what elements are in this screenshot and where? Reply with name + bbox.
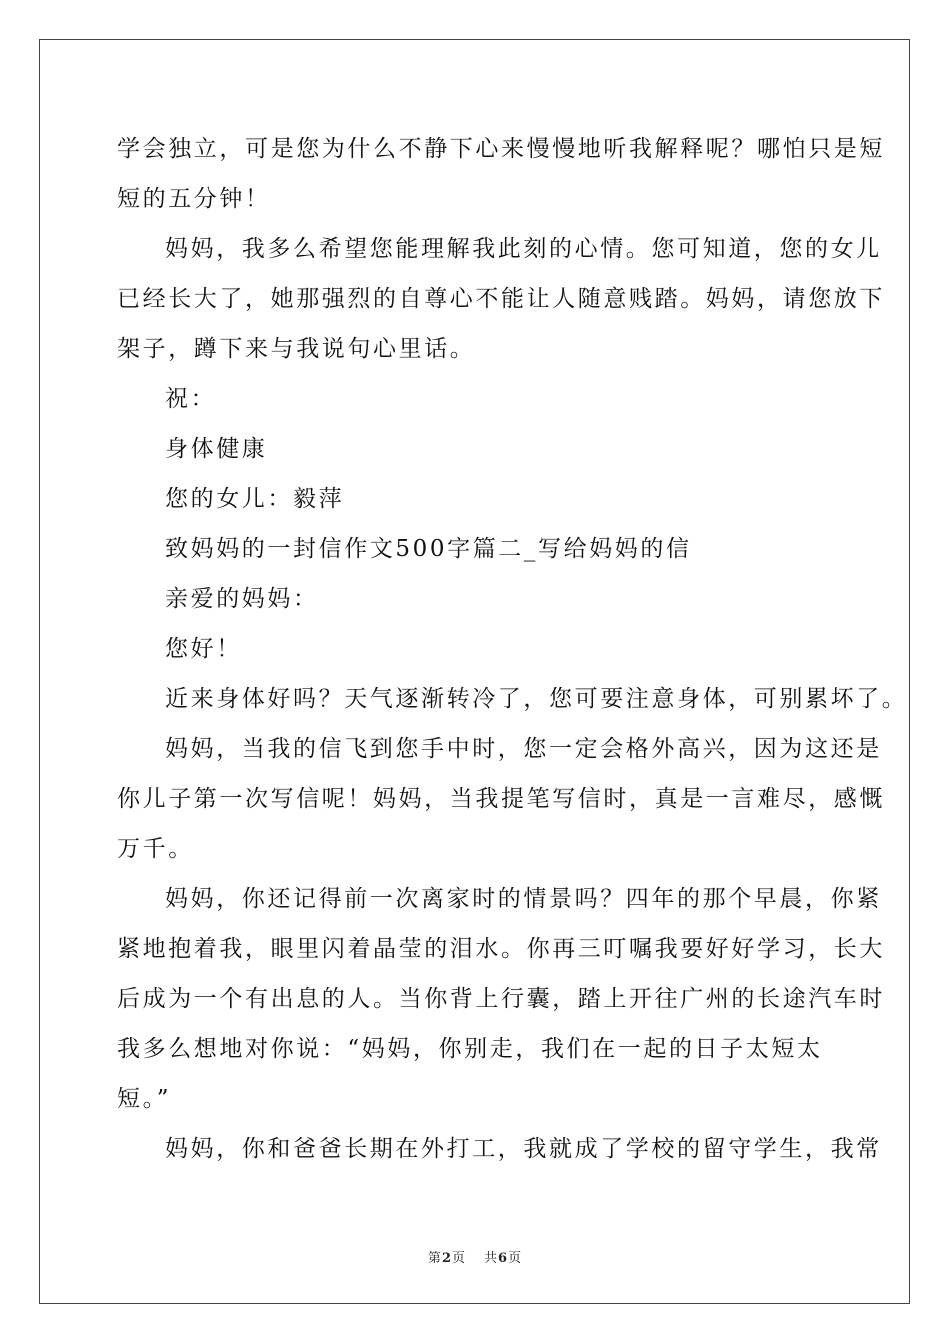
text-line: 短的五分钟！ [117,186,271,212]
text-line: 妈妈，当我的信飞到您手中时，您一定会格外高兴，因为这还是 [165,736,882,762]
greeting: 亲爱的妈妈： [165,586,319,612]
page-suffix: 页 [451,1251,466,1266]
page-prefix: 第 [427,1251,442,1266]
total-suffix: 页 [508,1251,523,1266]
greeting-hello: 您好！ [165,636,242,662]
page-number: 2 [441,1251,452,1266]
text-line: 已经长大了，她那强烈的自尊心不能让人随意贱踏。妈妈，请您放下 [117,286,885,312]
text-line: 妈妈，我多么希望您能理解我此刻的心情。您可知道，您的女儿 [165,236,882,262]
text-line: 近来身体好吗？天气逐渐转冷了，您可要注意身体，可别累坏了。 [165,686,908,712]
text-line: 紧地抱着我，眼里闪着晶莹的泪水。你再三叮嘱我要好好学习，长大 [117,936,885,962]
text-line: 学会独立，可是您为什么不静下心来慢慢地听我解释呢？哪怕只是短 [117,136,885,162]
signature: 您的女儿：毅萍 [165,486,345,512]
text-line: 后成为一个有出息的人。当你背上行囊，踏上开往广州的长途汽车时 [117,986,885,1012]
text-line: 架子，蹲下来与我说句心里话。 [117,336,476,362]
section-title: 致妈妈的一封信作文500字篇二_写给妈妈的信 [165,536,692,562]
text-line: 短。” [117,1086,172,1112]
text-line: 妈妈，你还记得前一次离家时的情景吗？四年的那个早晨，你紧 [165,886,882,912]
page-footer [0,1247,950,1266]
closing-salutation: 祝： [165,386,217,412]
total-prefix: 共 [484,1251,499,1266]
letter-body [117,124,908,1174]
text-line: 你儿子第一次写信呢！妈妈，当我提笔写信时，真是一言难尽，感慨 [117,786,885,812]
total-pages: 6 [498,1251,509,1266]
closing-wish: 身体健康 [165,436,268,462]
text-line: 妈妈，你和爸爸长期在外打工，我就成了学校的留守学生，我常 [165,1136,882,1162]
text-line: 我多么想地对你说：“妈妈，你别走，我们在一起的日子太短太 [117,1036,823,1062]
text-line: 万千。 [117,836,194,862]
